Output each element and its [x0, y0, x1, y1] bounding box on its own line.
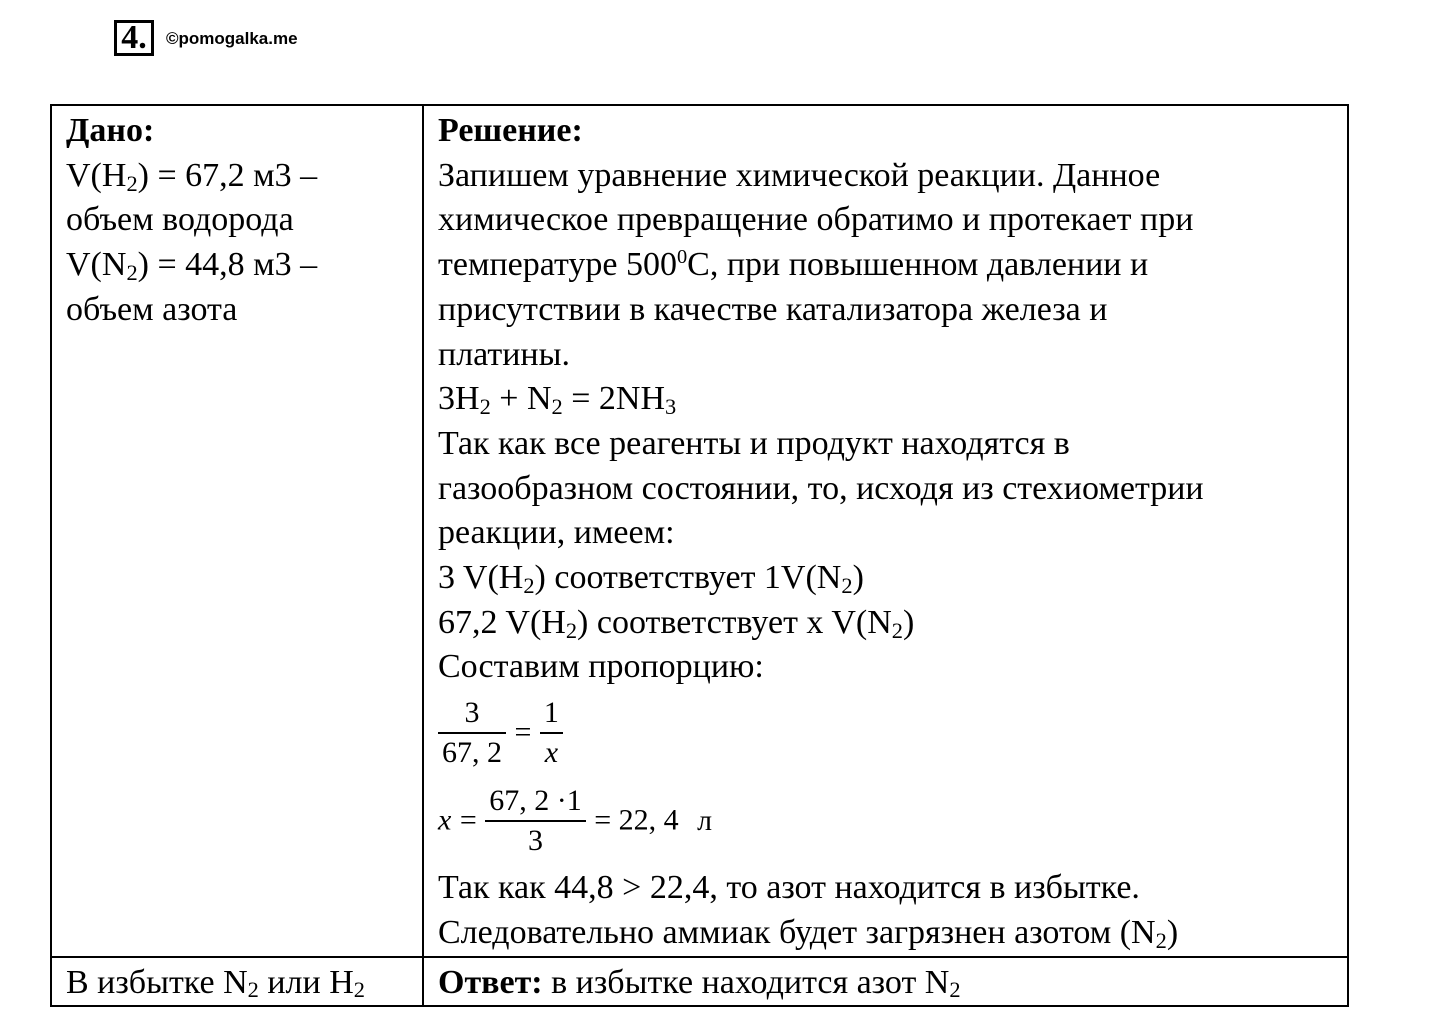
- solution-text-line: Запишем уравнение химической реакции. Данное: [438, 156, 1161, 194]
- solution-cell: [423, 105, 1348, 957]
- answer-cell: [423, 957, 1348, 1007]
- solution-table: [50, 104, 1349, 1007]
- given-line: $V(N_2) = 44,8$ м3 –: [66, 246, 318, 286]
- proportion-label: Составим пропорцию:: [438, 648, 764, 686]
- conclusion-line: Так как 44,8 > 22,4, то азот находится в избытке.: [438, 869, 1140, 907]
- question-cell: [51, 957, 423, 1007]
- solution-title: Решение:: [438, 112, 583, 149]
- conclusion-line: Следовательно аммиак будет загрязнен азотом $(N_2)$: [438, 913, 1179, 953]
- solution-text-line: газообразном состоянии, то, исходя из стехиометрии: [438, 469, 1204, 507]
- solution-text-line: платины.: [438, 335, 570, 373]
- solution-text-line: химическое превращение обратимо и протекает при: [438, 201, 1194, 239]
- ratio-line-2: 67,2 $V(H_2)$ соответствует x $V(N_2)$: [438, 603, 915, 643]
- question-text: В избытке $N_2$ или $H_2$: [66, 963, 365, 1003]
- given-cell: [51, 105, 423, 957]
- reaction-equation: $3H_2 + N_2 = 2NH_3$: [438, 380, 677, 420]
- proportion-formula: $\frac{3}{67, 2}$ = $\frac{1}{x}$: [438, 690, 1337, 778]
- answer-text: Ответ: в избытке находится азот $N_2$: [438, 963, 961, 1003]
- temperature-line: температуре $500^0С$, при повышенном давлении и: [438, 245, 1149, 284]
- given-line: объем азота: [66, 290, 238, 328]
- fraction-calc: $\frac{67, 2 \cdot 1}{3}$: [485, 782, 586, 860]
- problem-number: 4.: [114, 20, 154, 56]
- ratio-line-1: 3 $V(H_2)$ соответствует $1V(N_2)$: [438, 559, 864, 598]
- fraction-left: $\frac{3}{67, 2}$: [438, 694, 506, 772]
- given-line: объем водорода: [66, 201, 294, 239]
- fraction-right: $\frac{1}{x}$: [540, 694, 563, 772]
- solution-text-line: реакции, имеем:: [438, 514, 675, 552]
- given-line: $V(H_2) = 67,2$ м3 –: [66, 156, 318, 196]
- solution-text-line: Так как все реагенты и продукт находятся в: [438, 424, 1070, 462]
- site-watermark: ©pomogalka.me: [166, 29, 298, 48]
- calculation-formula: x = $\frac{67, 2 \cdot 1}{3}$ = 22, 4 л: [438, 778, 1337, 866]
- given-title: Дано:: [66, 112, 155, 149]
- solution-text-line: присутствии в качестве катализатора железа и: [438, 290, 1108, 328]
